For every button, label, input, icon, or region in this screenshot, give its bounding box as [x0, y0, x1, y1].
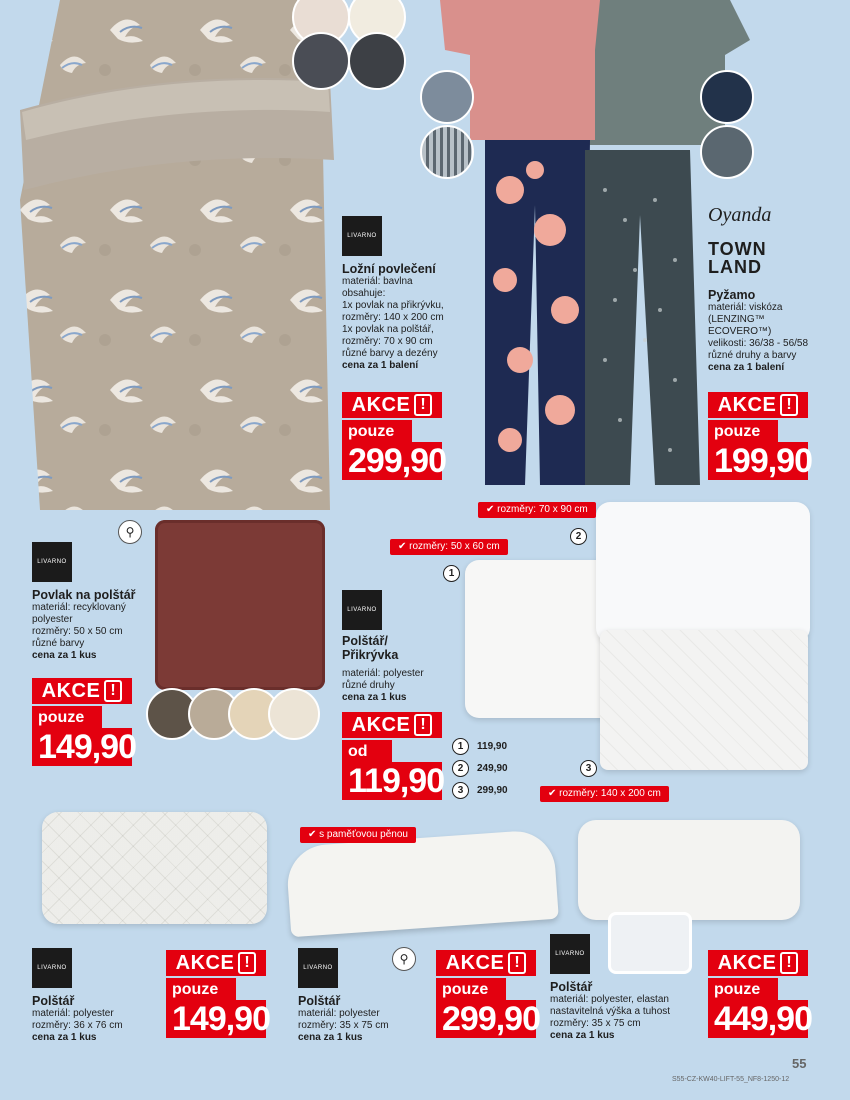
variant-label-1: 1	[443, 565, 460, 582]
swatch-slate	[700, 125, 754, 179]
variant-row: 2 249,90	[452, 760, 508, 777]
pajamas-price: 199,90	[708, 442, 808, 480]
page-number: 55	[792, 1056, 807, 1071]
livarno-logo: LIVARNO	[32, 542, 72, 582]
swatch-blue-grey	[420, 70, 474, 124]
cushion-image	[155, 520, 325, 690]
livarno-logo: LIVARNO	[342, 216, 382, 256]
price-prefix: pouze	[166, 978, 236, 1000]
pillow-memory-foam-image	[285, 829, 559, 937]
oyanda-logo: Oyanda	[708, 204, 772, 226]
pillow2-price-block	[436, 950, 540, 1038]
variant-row: 1 119,90	[452, 738, 508, 755]
livarno-logo: LIVARNO	[298, 948, 338, 988]
pajamas-image	[430, 0, 750, 490]
pillow2-price: 299,90	[436, 1000, 536, 1038]
akce-badge: AKCE !	[708, 392, 808, 418]
pillow-duvet-desc-lines: materiál: polyester různé druhy cena za 1 kus	[342, 668, 424, 703]
bedding-desc: materiál: bavlna obsahuje: 1x povlak na přikrývku, rozměry: 140 x 200 cm 1x povlak na polštář, rozměry: 70 x 90 cm různé barvy a dezény cena za 1 balení	[342, 276, 444, 371]
swatch-dark-grey	[348, 32, 406, 90]
washing-icon: ⚲	[392, 947, 416, 971]
pillow-duvet-info	[342, 634, 462, 662]
akce-badge: AKCE !	[342, 392, 442, 418]
price-prefix: od	[342, 740, 392, 762]
pajamas-desc: materiál: viskóza (LENZING™ ECOVERO™) velikosti: 36/38 - 56/58 různé druhy a barvy cena za 1 balení	[708, 302, 809, 373]
bedding-price: 299,90	[342, 442, 442, 480]
pajamas-price-block	[708, 392, 812, 480]
swatch-navy	[700, 70, 754, 124]
cushion-info	[32, 588, 152, 662]
cushion-price-block	[32, 678, 136, 766]
washing-icon: ⚲	[118, 520, 142, 544]
cushion-swatch-white	[268, 688, 320, 740]
variant-label-3: 3	[580, 760, 597, 777]
swatch-stripes	[420, 125, 474, 179]
pillow2-info	[298, 994, 428, 1044]
livarno-logo: LIVARNO	[32, 948, 72, 988]
variant-row: 3 299,90	[452, 782, 508, 799]
pillow1-desc: materiál: polyester rozměry: 36 x 76 cm cena za 1 kus	[32, 1008, 123, 1043]
price-prefix: pouze	[342, 420, 412, 442]
livarno-logo: LIVARNO	[550, 934, 590, 974]
akce-badge: AKCE !	[436, 950, 536, 976]
pillow-image-2	[596, 502, 810, 642]
akce-badge: AKCE !	[708, 950, 808, 976]
pillow2-title: Polštář	[298, 994, 341, 1008]
memory-foam-tag: ✔ s paměťovou pěnou	[300, 827, 416, 843]
pillow-quilted-image	[42, 812, 267, 924]
pajamas-info	[708, 288, 848, 374]
akce-badge: AKCE !	[32, 678, 132, 704]
bedding-info	[342, 262, 462, 372]
size-tag-2: ✔ rozměry: 70 x 90 cm	[478, 502, 596, 518]
page-code: S55-CZ-KW40-LIFT-55_NF8-1250-12	[672, 1076, 790, 1083]
pillow-inner-image	[608, 912, 692, 974]
swatch-checked	[292, 32, 350, 90]
price-prefix: pouze	[708, 420, 778, 442]
size-tag-3: ✔ rozměry: 140 x 200 cm	[540, 786, 669, 802]
pillow-duvet-price-block	[342, 712, 445, 800]
pillow2-desc: materiál: polyester rozměry: 35 x 75 cm cena za 1 kus	[298, 1008, 389, 1043]
bedding-price-block	[342, 392, 446, 480]
pillow3-info	[550, 980, 700, 1042]
pillow3-desc: materiál: polyester, elastan nastavitelná výška a tuhost rozměry: 35 x 75 cm cena za 1 kus	[550, 994, 671, 1041]
pillow-duvet-price: 119,90	[342, 762, 442, 800]
pillow-adjustable-image	[578, 820, 800, 920]
variant-price-list	[452, 738, 508, 799]
livarno-logo: LIVARNO	[342, 590, 382, 630]
pillow1-price: 149,90	[166, 1000, 266, 1038]
pillow1-title: Polštář	[32, 994, 75, 1008]
price-prefix: pouze	[436, 978, 506, 1000]
bedding-title: Ložní povlečení	[342, 262, 436, 276]
pillow1-info	[32, 994, 162, 1044]
pillow3-price: 449,90	[708, 1000, 808, 1038]
pillow3-title: Polštář	[550, 980, 593, 994]
pillow-duvet-title: Polštář/ Přikrývka	[342, 634, 399, 662]
size-tag-1: ✔ rozměry: 50 x 60 cm	[390, 539, 508, 555]
bedding-image	[0, 0, 340, 510]
cushion-price: 149,90	[32, 728, 132, 766]
variant-label-2: 2	[570, 528, 587, 545]
pillow1-price-block	[166, 950, 270, 1038]
akce-badge: AKCE !	[342, 712, 442, 738]
price-prefix: pouze	[32, 706, 102, 728]
akce-badge: AKCE !	[166, 950, 266, 976]
cushion-title: Povlak na polštář	[32, 588, 136, 602]
price-prefix: pouze	[708, 978, 778, 1000]
townland-logo: TOWN LAND	[708, 239, 767, 277]
duvet-image	[600, 630, 808, 770]
pillow3-price-block	[708, 950, 812, 1038]
cushion-desc: materiál: recyklovaný polyester rozměry: 50 x 50 cm různé barvy cena za 1 kus	[32, 602, 126, 661]
pajamas-title: Pyžamo	[708, 288, 756, 302]
